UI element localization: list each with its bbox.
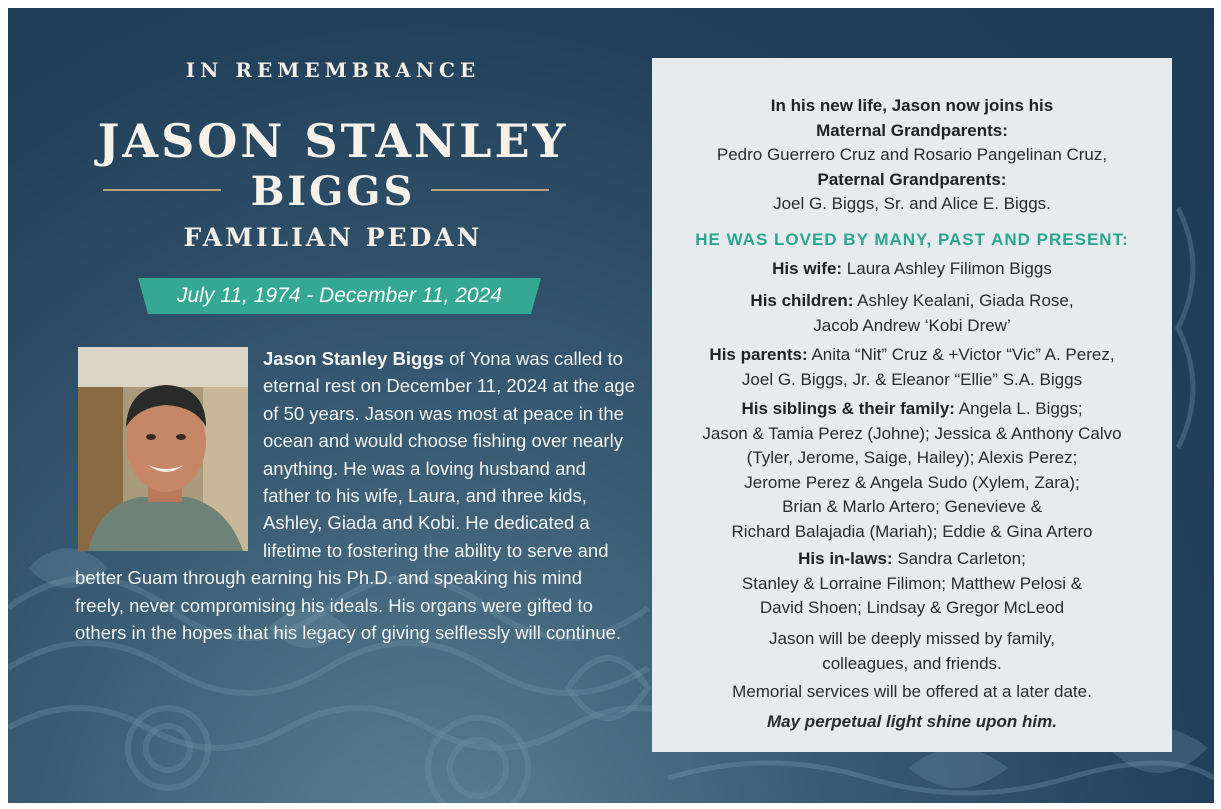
paternal-grandparents: Joel G. Biggs, Sr. and Alice E. Biggs. xyxy=(773,194,1051,213)
in-laws: His in-laws: Sandra Carleton; Stanley & Lorraine Filimon; Matthew Pelosi & David Shoen; Lindsay & Gregor McLeod xyxy=(741,549,1083,617)
children: His children: Ashley Kealani, Giada Rose, Jacob Andrew ‘Kobi Drew’ xyxy=(750,291,1074,335)
paternal-label: Paternal Grandparents: xyxy=(817,169,1007,189)
name-line-1: JASON STANLEY xyxy=(97,114,569,168)
divider-right xyxy=(431,189,549,191)
intro-line: In his new life, Jason now joins his xyxy=(770,96,1054,115)
biography xyxy=(75,345,635,646)
loved-heading: HE WAS LOVED BY MANY, PAST AND PRESENT: xyxy=(695,230,1129,249)
name-line-2: BIGGS xyxy=(250,168,416,215)
subtitle: FAMILIAN PEDAN xyxy=(183,223,483,252)
family-panel xyxy=(652,58,1172,752)
siblings: His siblings & their family: Angela L. Biggs; Jason & Tamia Perez (Johne); Jessica & Anthony Calvo (Tyler, Jerome, Saige, Hailey); Alexis Perez; Jerome Perez & Angela Sudo (Xylem, Zara); Brian & Marlo Artero; Genevieve & Richard Balajadia (Mariah); Eddie & Gina Artero xyxy=(702,399,1122,541)
obituary-card xyxy=(8,8,1214,803)
left-panel xyxy=(8,8,658,803)
bio-text: of Yona was called to eternal rest on December 11, 2024 at the age of 50 years. Jason was most at peace in the ocean and would choose fishing over nearly anything. He was a loving husband and father to his wife, Laura, and three kids, Ashley, Giada and Kobi. He dedicated a lifetime to fostering the ability to serve and better Guam through earning his Ph.D. and speaking his mind freely, never compromising his ideals. His organs were gifted to others in the hopes that his legacy of giving selflessly will continue. xyxy=(75,348,635,644)
missed-text: Jason will be deeply missed by family, colleagues, and friends. xyxy=(769,629,1055,673)
wife-line: His wife: Laura Ashley Filimon Biggs xyxy=(772,259,1052,278)
bio-lead: Jason Stanley Biggs xyxy=(263,348,444,369)
memorial-note: Memorial services will be offered at a later date. xyxy=(732,682,1092,701)
maternal-label: Maternal Grandparents: xyxy=(816,120,1008,140)
closing-line: May perpetual light shine upon him. xyxy=(767,712,1057,731)
dates: July 11, 1974 - December 11, 2024 xyxy=(177,284,502,307)
maternal-grandparents: Pedro Guerrero Cruz and Rosario Pangelinan Cruz, xyxy=(716,145,1108,164)
kicker: IN REMEMBRANCE xyxy=(185,58,481,82)
parents: His parents: Anita “Nit” Cruz & +Victor “Vic” A. Perez, Joel G. Biggs, Jr. & Eleanor “Ellie” S.A. Biggs xyxy=(709,345,1115,389)
